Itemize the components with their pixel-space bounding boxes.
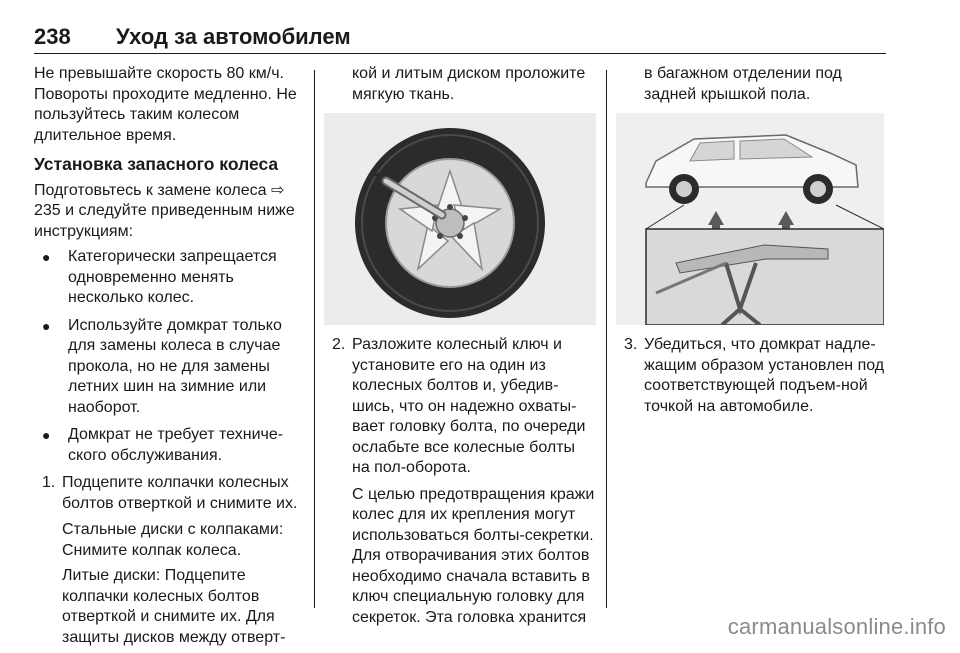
bullet-text: Категорически запрещается одновременно менять несколько колес.: [68, 248, 277, 306]
step-text: Разложите колесный ключ и установите его на один из колесных болтов и, убедив-шись, что он надежно охваты-вает головку болта, по очереди ослабьте все колесные болты на пол-оборота.: [352, 336, 586, 476]
step-1-paragraph: Литые диски: Подцепите колпачки колесных болтов отверткой и снимите их. Для защиты дисков между отверт-: [62, 567, 286, 646]
continued-paragraph: в багажном отделении под задней крышкой пола.: [644, 65, 842, 103]
page-number: 238: [34, 24, 71, 49]
page-ref-link[interactable]: 235: [34, 202, 61, 219]
page-header: [34, 26, 886, 54]
prep-paragraph: [34, 181, 304, 243]
column-1: [34, 64, 304, 653]
list-item: [34, 247, 304, 309]
column-2: [324, 64, 596, 633]
column-divider: [606, 70, 607, 608]
jack-position-illustration: [616, 113, 884, 325]
arrow-ref-icon: ⇨: [270, 181, 285, 199]
step-1: [34, 473, 304, 514]
step-text: Подцепите колпачки колесных болтов отверткой и снимите их.: [62, 474, 298, 512]
bullet-text: Используйте домкрат только для замены колеса в случае прокола, но не для замены летних шин на зимние или наоборот.: [68, 316, 282, 416]
wheel-wrench-illustration: [324, 113, 596, 325]
step-3: [616, 335, 890, 417]
bullet-icon: ●: [42, 427, 51, 443]
prep-text: Подготовьтесь к замене колеса: [34, 181, 271, 199]
step-2-paragraph: С целью предотвращения кражи колес для их крепления могут использоваться болты-секретки. Для отворачивания этих болтов необходимо сначала вставить в ключ специальную головку для секреток. Эта головка хранится: [352, 485, 595, 626]
page-title: Уход за автомобилем: [116, 24, 351, 49]
step-text: Убедиться, что домкрат надле-жащим образом установлен под соответствующей подъем-ной точкой на автомобиле.: [644, 336, 885, 415]
continued-paragraph: кой и литым диском проложите мягкую ткань.: [352, 65, 586, 103]
bullet-icon: ●: [42, 249, 51, 265]
column-divider: [314, 70, 315, 608]
prep-text-end: и следуйте приведенным ниже инструкциям:: [34, 202, 295, 240]
step-1-paragraph: Стальные диски с колпаками: Снимите колпак колеса.: [62, 521, 284, 559]
step-2: [324, 335, 596, 479]
bullet-icon: ●: [42, 317, 51, 334]
step-number: 3.: [624, 336, 638, 353]
watermark: carmanualsonline.info: [727, 614, 946, 639]
section-heading: Установка запасного колеса: [34, 154, 279, 174]
intro-paragraph: Не превышайте скорость 80 км/ч. Повороты проходите медленно. Не пользуйтесь таким колесом длительное время.: [34, 65, 297, 144]
bullet-text: Домкрат не требует техниче-ского обслуживания.: [68, 426, 284, 464]
list-item: [34, 316, 304, 419]
step-number: 1.: [42, 474, 56, 491]
step-number: 2.: [332, 336, 346, 353]
column-3: [616, 64, 890, 423]
list-item: [34, 425, 304, 466]
